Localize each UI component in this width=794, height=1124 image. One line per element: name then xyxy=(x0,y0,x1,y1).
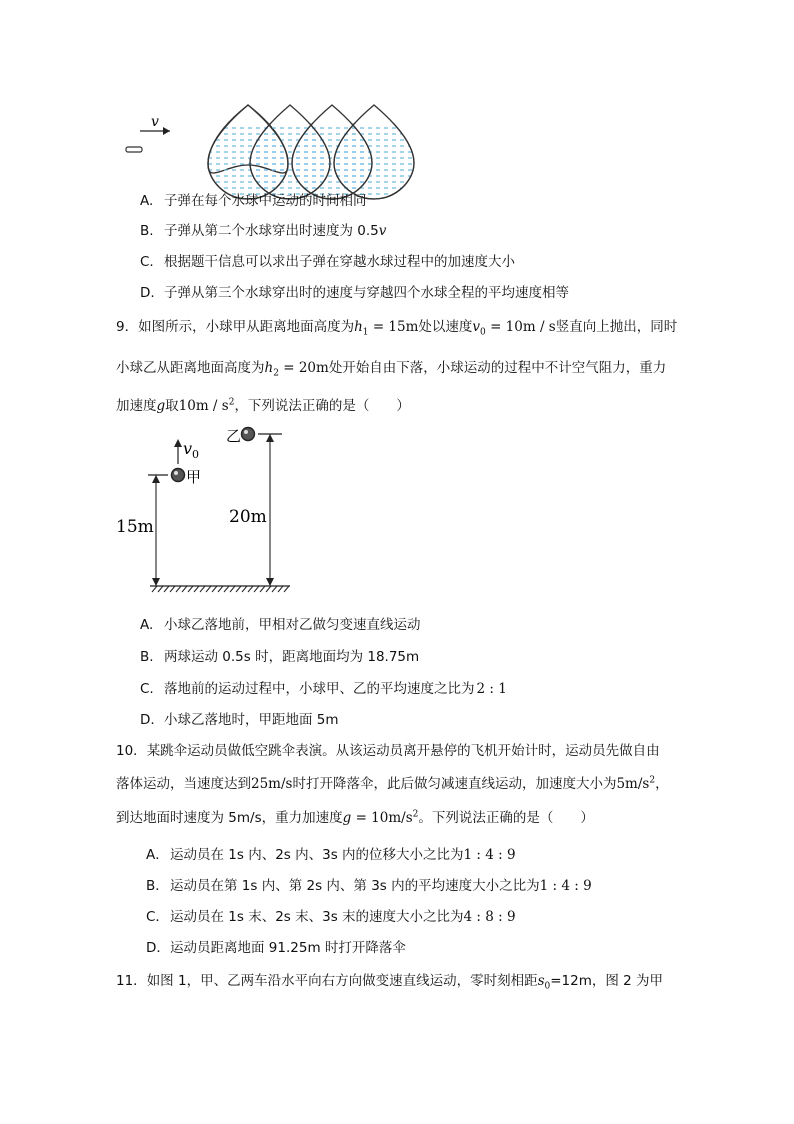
q9-option-a[interactable]: A. 小球乙落地前，甲相对乙做匀变速直线运动 xyxy=(140,617,421,633)
q8-option-c[interactable]: C. 根据题干信息可以求出子弹在穿越水球过程中的加速度大小 xyxy=(140,254,515,270)
q10-option-d[interactable]: D．运动员距离地面 91.25m 时打开降落伞 xyxy=(146,940,406,956)
q11-stem-line1: 11．如图 1，甲、乙两车沿水平向右方向做变速直线运动，零时刻相距$s_0=12m$，图 2 为甲 xyxy=(116,973,664,992)
q10-stem-line1: 10．某跳伞运动员做低空跳伞表演。从该运动员离开悬停的飞机开始计时，运动员先做自由 xyxy=(116,743,660,759)
v0-label: $v_0$ xyxy=(183,439,200,461)
ball-jia-icon xyxy=(172,469,185,482)
q9-figure xyxy=(0,420,794,600)
q10-stem-line3: 到达地面时速度为 5m/s，重力加速度$g = 10m/s^2$。下列说法正确的是（ ） xyxy=(116,809,594,826)
q10-option-a[interactable]: A．运动员在 1s 内、2s 内、3s 内的位移大小之比为1 : 4 : 9 xyxy=(146,847,516,863)
q10-option-c[interactable]: C．运动员在 1s 末、2s 末、3s 末的速度大小之比为4 : 8 : 9 xyxy=(146,909,516,925)
q8-option-d[interactable]: D. 子弹从第三个水球穿出时的速度与穿越四个水球全程的平均速度相等 xyxy=(140,285,569,301)
q9-stem-line3: 加速度g取$10m / s^2$，下列说法正确的是（ ） xyxy=(116,397,410,414)
q9-stem-line1: 9．如图所示，小球甲从距离地面高度为$h_1 = 15m$处以速度$v_0 = 10m / s$竖直向上抛出，同时 xyxy=(116,319,678,338)
q10-stem-line2: 落体运动，当速度达到25m/s时打开降落伞，此后做匀减速直线运动，加速度大小为$5m/s^2$， xyxy=(116,775,669,792)
q8-option-b[interactable]: B. 子弹从第二个水球穿出时速度为 0.5v xyxy=(140,223,387,239)
ball-jia-label: 甲 xyxy=(186,468,202,486)
q9-option-d[interactable]: D. 小球乙落地时，甲距地面 5m xyxy=(140,712,339,728)
height-label-20m: 20m xyxy=(229,507,267,527)
q10-option-b[interactable]: B．运动员在第 1s 内、第 2s 内、第 3s 内的平均速度大小之比为1 : 4 : 9 xyxy=(146,878,592,894)
q8-option-a[interactable]: A. 子弹在每个水球中运动的时间相同 xyxy=(140,193,367,209)
water-balloons xyxy=(208,105,414,199)
bullet-icon xyxy=(126,147,142,152)
q9-option-c[interactable]: C. 落地前的运动过程中，小球甲、乙的平均速度之比为 2 : 1 xyxy=(140,681,507,697)
ball-yi-icon xyxy=(242,428,255,441)
q9-option-b[interactable]: B. 两球运动 0.5s 时，距离地面均为 18.75m xyxy=(140,649,420,665)
velocity-label: v xyxy=(151,114,159,130)
height-label-15m: 15m xyxy=(116,517,154,537)
ball-yi-label: 乙 xyxy=(226,427,242,445)
water-balloon-figure xyxy=(0,95,794,275)
q9-stem-line2: 小球乙从距离地面高度为$h_2 = 20m$处开始自由下落，小球运动的过程中不计空气阻力，重力 xyxy=(116,360,667,379)
